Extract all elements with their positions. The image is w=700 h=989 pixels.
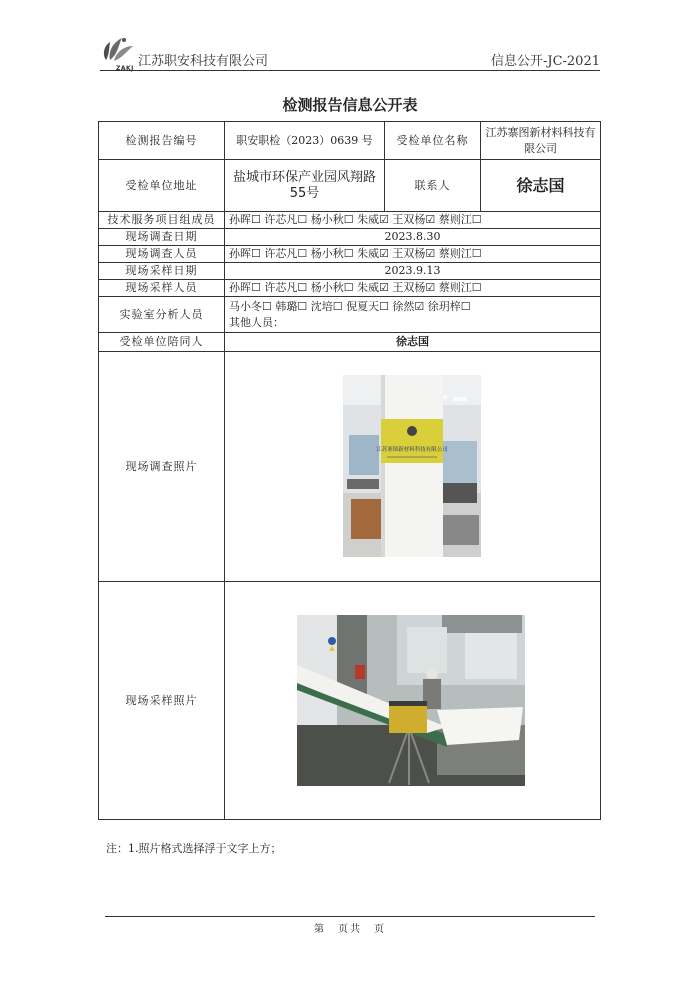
surveyors-label: 现场调查人员 <box>99 246 225 263</box>
logo-leaf-icon <box>100 34 136 66</box>
surveyors-value: 孙晖☐ 许芯凡☐ 杨小秋☐ 朱威☑ 王双杨☑ 蔡则江☐ <box>225 246 601 263</box>
table-row <box>99 297 601 333</box>
unit-name-value: 江苏寨图新材料科技有限公司 <box>481 122 601 160</box>
page-title: 检测报告信息公开表 <box>282 96 418 114</box>
team-label: 技术服务项目组成员 <box>99 212 225 229</box>
samplers-value: 孙晖☐ 许芯凡☐ 杨小秋☐ 朱威☑ 王双杨☑ 蔡则江☐ <box>225 280 601 297</box>
address-value: 盐城市环保产业园风翔路55号 <box>225 160 385 212</box>
table-row <box>99 212 601 229</box>
lab-label: 实验室分析人员 <box>99 297 225 333</box>
company-name: 江苏职安科技有限公司 <box>138 54 269 69</box>
table-row <box>99 333 601 352</box>
table-row <box>99 352 601 582</box>
footer-divider <box>105 916 595 917</box>
survey-date-value: 2023.8.30 <box>225 229 601 246</box>
table-row <box>99 280 601 297</box>
survey-photo-label: 现场调查照片 <box>99 352 225 582</box>
sampling-date-label: 现场采样日期 <box>99 263 225 280</box>
sampling-date-value: 2023.9.13 <box>225 263 601 280</box>
table-row <box>99 160 601 212</box>
survey-photo-cell <box>225 352 601 582</box>
page-header <box>100 34 600 74</box>
survey-photo <box>343 375 481 557</box>
footnote: 注：1.照片格式选择浮于文字上方； <box>106 842 282 855</box>
factory-sampling-photo <box>297 615 525 786</box>
sampling-photo-cell <box>225 582 601 820</box>
office-pillar-photo <box>343 375 481 557</box>
contact-value: 徐志国 <box>481 160 601 212</box>
contact-label: 联系人 <box>385 160 481 212</box>
document-code: 信息公开-JC-2021 <box>490 54 600 69</box>
table-row <box>99 263 601 280</box>
info-table <box>98 121 601 820</box>
team-value: 孙晖☐ 许芯凡☐ 杨小秋☐ 朱威☑ 王双杨☑ 蔡则江☐ <box>225 212 601 229</box>
sign-text: 江苏寨图新材料科技有限公司 <box>376 447 448 453</box>
escort-value: 徐志国 <box>225 333 601 352</box>
lab-value-line1: 马小冬☐ 韩璐☐ 沈培☐ 倪夏天☐ 徐然☑ 徐玥梓☐ <box>229 299 471 313</box>
page-number: 第 页共 页 <box>314 924 386 935</box>
table-row <box>99 229 601 246</box>
survey-date-label: 现场调查日期 <box>99 229 225 246</box>
unit-name-label: 受检单位名称 <box>385 122 481 160</box>
table-row <box>99 246 601 263</box>
company-logo <box>100 34 136 70</box>
table-row <box>99 122 601 160</box>
address-label: 受检单位地址 <box>99 160 225 212</box>
report-no-value: 职安职检（2023）0639 号 <box>225 122 385 160</box>
report-no-label: 检测报告编号 <box>99 122 225 160</box>
sampling-photo <box>297 615 525 786</box>
logo-text: ZAKJ <box>116 65 134 72</box>
samplers-label: 现场采样人员 <box>99 280 225 297</box>
lab-value-line2: 其他人员： <box>229 315 284 329</box>
lab-value <box>225 297 601 333</box>
escort-label: 受检单位陪同人 <box>99 333 225 352</box>
sampling-photo-label: 现场采样照片 <box>99 582 225 820</box>
header-divider <box>100 70 600 71</box>
table-row <box>99 582 601 820</box>
